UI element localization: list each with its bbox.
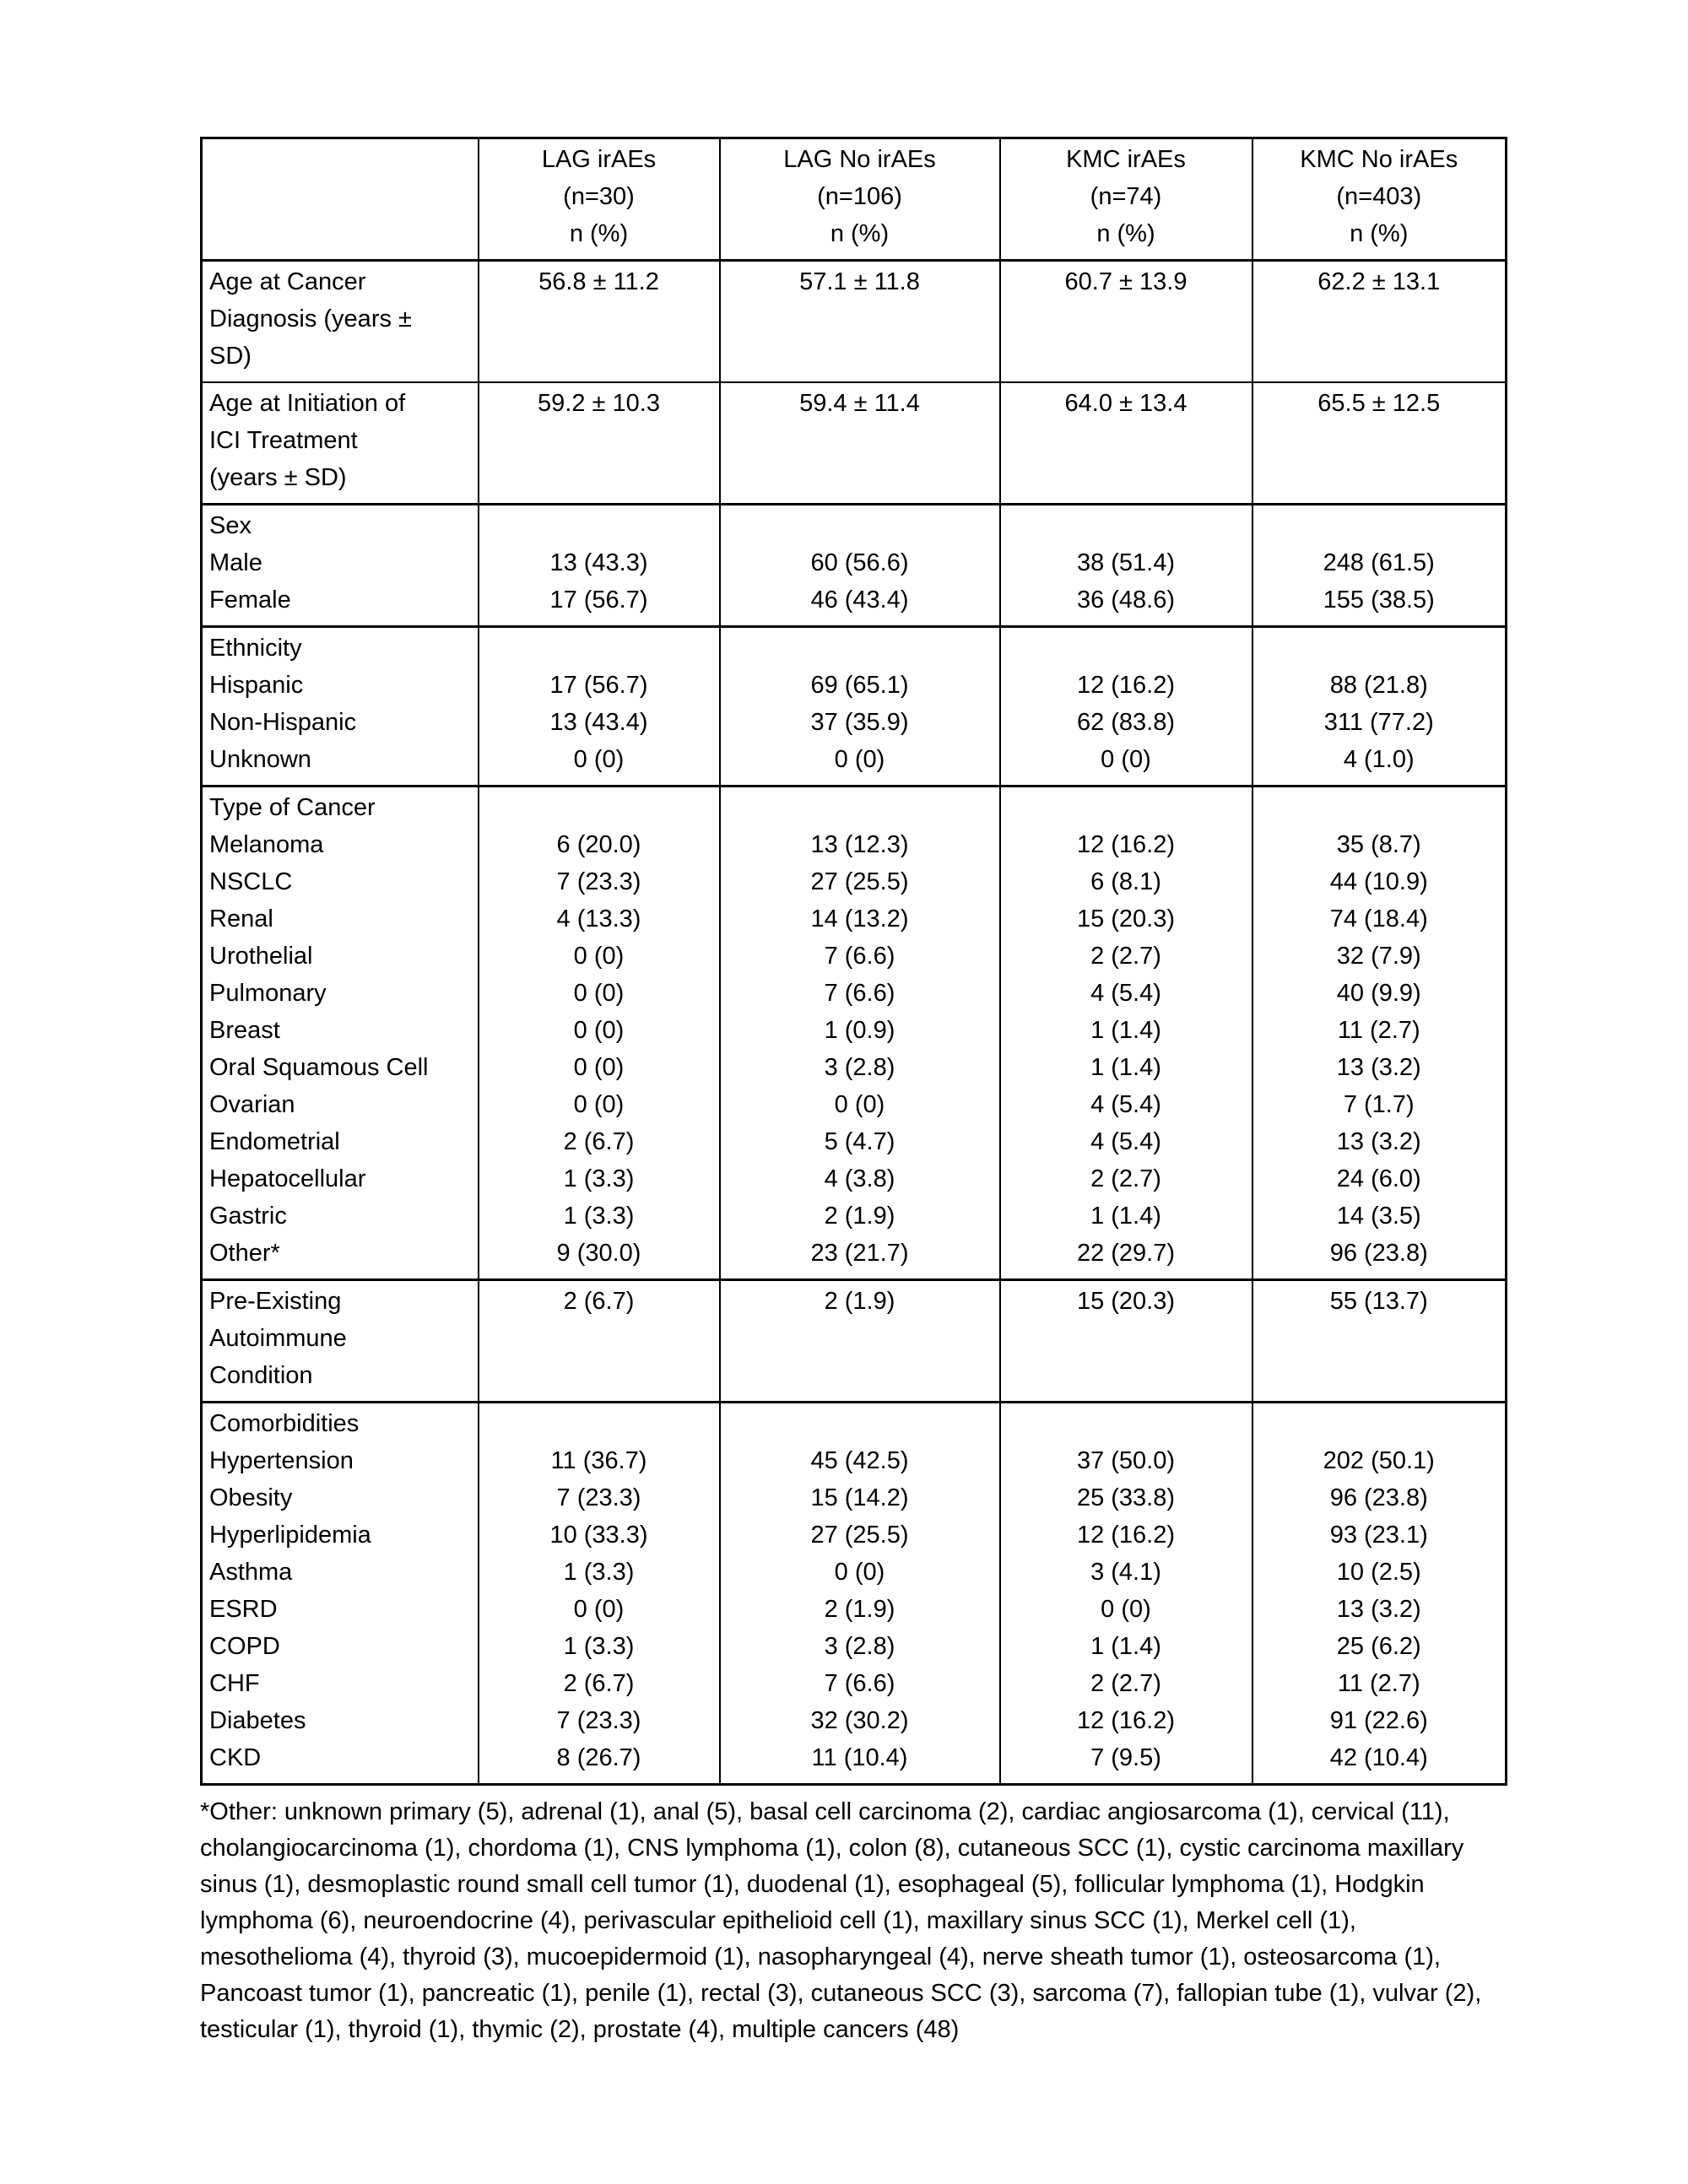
data-value: 7 (6.6) <box>824 980 895 1007</box>
row-label: Female <box>209 587 291 614</box>
row-label: CHF <box>209 1670 260 1697</box>
data-value <box>1260 1405 1499 1442</box>
data-value: 7 (6.6) <box>824 943 895 970</box>
data-value: 2 (2.7) <box>1090 943 1161 970</box>
corner-cell <box>202 138 479 261</box>
row-label: Age at Initiation of <box>209 390 406 417</box>
data-value: 96 (23.8) <box>1329 1484 1428 1511</box>
data-value: 4 (1.0) <box>1343 746 1415 773</box>
data-value: 64.0 ± 13.4 <box>1064 390 1188 417</box>
data-cell <box>479 505 720 627</box>
row-label-cell <box>202 382 479 505</box>
data-value: 0 (0) <box>1101 746 1151 773</box>
data-value: 60 (56.6) <box>810 549 909 576</box>
data-value: 1 (3.3) <box>563 1203 635 1230</box>
data-value <box>1008 422 1245 459</box>
row-label: Asthma <box>209 1559 293 1586</box>
data-value: 1 (1.4) <box>1090 1633 1161 1660</box>
data-value: 44 (10.9) <box>1329 868 1428 895</box>
data-value: 10 (33.3) <box>549 1522 648 1549</box>
data-value <box>728 422 993 459</box>
data-value: 7 (9.5) <box>1090 1744 1161 1771</box>
row-label-cell <box>202 505 479 627</box>
column-header-line: n (%) <box>830 220 890 247</box>
data-value: 93 (23.1) <box>1329 1522 1428 1549</box>
data-value: 4 (5.4) <box>1090 1091 1161 1118</box>
row-label: Male <box>209 549 262 576</box>
data-value: 59.4 ± 11.4 <box>799 390 920 417</box>
footnote-text: *Other: unknown primary (5), adrenal (1), anal (5), basal cell carcinoma (2), cardiac angiosarcoma (1), cervical (11), cholangiocarcinoma (1), chordoma (1), CNS lymphoma (1), colon (8), cutaneous SCC (1), cystic carcinoma maxillary sinus (1), desmoplastic round small cell tumor (1), duodenal (1), esophageal (5), follicular lymphoma (1), Hodgkin lymphoma (6), neuroendocrine (4), perivascular epithelioid cell (1), maxillary sinus SCC (1), Merkel cell (1), mesothelioma (4), thyroid (3), mucoepidermoid (1), nasopharyngeal (4), nerve sheath tumor (1), osteosarcoma (1), Pancoast tumor (1), pancreatic (1), penile (1), rectal (3), cutaneous SCC (3), sarcoma (7), fallopian tube (1), vulvar (2), testicular (1), thyroid (1), thymic (2), prostate (4), multiple cancers (48) <box>200 1798 1482 2043</box>
data-cell <box>720 382 1000 505</box>
data-value: 12 (16.2) <box>1076 672 1176 699</box>
data-value: 2 (6.7) <box>563 1670 635 1697</box>
data-value <box>486 1405 712 1442</box>
data-value: 3 (2.8) <box>824 1633 895 1660</box>
data-value: 13 (3.2) <box>1336 1596 1421 1623</box>
data-value <box>728 789 993 826</box>
row-label: COPD <box>209 1633 280 1660</box>
data-value: 27 (25.5) <box>810 1522 909 1549</box>
data-value <box>1008 459 1245 496</box>
data-value: 11 (2.7) <box>1337 1670 1420 1697</box>
data-value: 0 (0) <box>573 1054 625 1081</box>
data-value: 15 (20.3) <box>1076 905 1176 933</box>
data-value: 46 (43.4) <box>810 587 909 614</box>
data-value: 96 (23.8) <box>1329 1240 1428 1267</box>
data-value: 9 (30.0) <box>556 1240 641 1267</box>
data-value <box>728 630 993 667</box>
demographics-table <box>200 137 1507 1786</box>
row-label: CKD <box>209 1744 262 1771</box>
row-label: Condition <box>209 1362 313 1389</box>
data-value <box>1008 300 1245 338</box>
data-value <box>486 789 712 826</box>
data-value: 57.1 ± 11.8 <box>799 268 920 295</box>
data-cell <box>720 1280 1000 1403</box>
data-value: 36 (48.6) <box>1076 587 1176 614</box>
row-label: Ethnicity <box>209 635 302 662</box>
data-value: 38 (51.4) <box>1076 549 1176 576</box>
row-label: Age at Cancer <box>209 268 366 295</box>
data-value <box>1008 338 1245 375</box>
data-value: 0 (0) <box>573 1017 625 1044</box>
row-label: ESRD <box>209 1596 278 1623</box>
data-value: 7 (6.6) <box>824 1670 895 1697</box>
data-value: 7 (23.3) <box>556 868 641 895</box>
table-section-row-sex <box>202 505 1507 627</box>
row-label: Sex <box>209 512 252 539</box>
data-value <box>486 507 712 544</box>
data-value: 1 (1.4) <box>1090 1017 1161 1044</box>
row-label: NSCLC <box>209 868 293 895</box>
row-label: Urothelial <box>209 943 313 970</box>
column-header <box>720 138 1000 261</box>
table-section-row-age-at-ici-initiation <box>202 382 1507 505</box>
data-value <box>728 1357 993 1394</box>
data-value <box>1260 422 1499 459</box>
data-value: 11 (2.7) <box>1337 1017 1420 1044</box>
data-value: 0 (0) <box>573 943 625 970</box>
data-value: 2 (6.7) <box>563 1288 635 1315</box>
column-header-line: (n=74) <box>1090 183 1162 210</box>
data-value: 22 (29.7) <box>1076 1240 1176 1267</box>
data-value <box>728 338 993 375</box>
row-label: Autoimmune <box>209 1325 347 1352</box>
column-header <box>479 138 720 261</box>
data-value <box>486 338 712 375</box>
row-label: Non-Hispanic <box>209 709 357 736</box>
data-value <box>1008 789 1245 826</box>
data-value <box>486 630 712 667</box>
data-cell <box>1252 261 1507 383</box>
data-cell <box>720 1403 1000 1785</box>
data-value: 0 (0) <box>573 1596 625 1623</box>
data-value: 4 (5.4) <box>1090 1128 1161 1155</box>
data-value <box>1260 789 1499 826</box>
data-value: 69 (65.1) <box>810 672 909 699</box>
data-cell <box>1000 382 1252 505</box>
row-label: (years ± SD) <box>209 464 347 491</box>
demographics-table-body <box>202 138 1507 1785</box>
table-section-row-pre-existing-autoimmune-condition <box>202 1280 1507 1403</box>
data-cell <box>1000 1280 1252 1403</box>
data-value: 60.7 ± 13.9 <box>1064 268 1188 295</box>
data-value: 7 (23.3) <box>556 1707 641 1734</box>
row-label: Gastric <box>209 1203 287 1230</box>
column-header-line: n (%) <box>1350 220 1409 247</box>
data-value: 0 (0) <box>834 1091 885 1118</box>
data-value: 56.8 ± 11.2 <box>538 268 659 295</box>
data-value: 10 (2.5) <box>1336 1559 1421 1586</box>
row-label: Oral Squamous Cell <box>209 1054 429 1081</box>
row-label: Obesity <box>209 1484 293 1511</box>
column-header-line: KMC No irAEs <box>1300 146 1458 173</box>
row-label-cell <box>202 1280 479 1403</box>
data-value: 91 (22.6) <box>1329 1707 1428 1734</box>
data-cell <box>1252 627 1507 787</box>
data-value: 4 (13.3) <box>556 905 641 933</box>
data-value: 11 (10.4) <box>811 1744 908 1771</box>
data-value: 6 (20.0) <box>556 831 641 858</box>
data-cell <box>720 505 1000 627</box>
data-value: 3 (4.1) <box>1090 1559 1161 1586</box>
column-header-line: LAG No irAEs <box>783 146 936 173</box>
data-value: 0 (0) <box>834 1559 885 1586</box>
data-value: 0 (0) <box>573 746 625 773</box>
row-label: Comorbidities <box>209 1410 360 1437</box>
data-cell <box>479 787 720 1280</box>
data-cell <box>1000 261 1252 383</box>
column-header <box>1000 138 1252 261</box>
data-value: 1 (3.3) <box>563 1633 635 1660</box>
row-label-cell <box>202 1403 479 1785</box>
row-label: Hyperlipidemia <box>209 1522 371 1549</box>
data-value: 55 (13.7) <box>1329 1288 1428 1315</box>
data-value <box>1008 507 1245 544</box>
data-value: 6 (8.1) <box>1090 868 1161 895</box>
data-value <box>1260 507 1499 544</box>
data-value: 62 (83.8) <box>1076 709 1176 736</box>
data-value: 32 (30.2) <box>810 1707 909 1734</box>
data-value: 17 (56.7) <box>549 672 648 699</box>
data-value: 88 (21.8) <box>1329 672 1428 699</box>
data-value: 40 (9.9) <box>1336 980 1421 1007</box>
data-value <box>1260 1320 1499 1357</box>
data-value <box>1008 1405 1245 1442</box>
data-value <box>1260 338 1499 375</box>
data-value: 37 (35.9) <box>810 709 909 736</box>
row-label: Hepatocellular <box>209 1165 366 1192</box>
row-label: Breast <box>209 1017 280 1044</box>
data-value: 14 (3.5) <box>1336 1203 1421 1230</box>
row-label: Endometrial <box>209 1128 340 1155</box>
data-value: 2 (2.7) <box>1090 1670 1161 1697</box>
data-value: 248 (61.5) <box>1323 549 1435 576</box>
data-value: 13 (3.2) <box>1336 1054 1421 1081</box>
data-cell <box>1252 787 1507 1280</box>
data-value <box>1008 1320 1245 1357</box>
column-header-line: n (%) <box>1096 220 1155 247</box>
table-section-row-type-of-cancer <box>202 787 1507 1280</box>
data-value <box>1260 1357 1499 1394</box>
data-value: 15 (20.3) <box>1076 1288 1176 1315</box>
data-cell <box>1000 1403 1252 1785</box>
row-label-cell <box>202 787 479 1280</box>
data-value <box>486 459 712 496</box>
data-value: 0 (0) <box>834 746 885 773</box>
data-value: 11 (36.7) <box>550 1447 647 1474</box>
column-header-line: KMC irAEs <box>1066 146 1186 173</box>
data-cell <box>720 261 1000 383</box>
data-value: 14 (13.2) <box>810 905 909 933</box>
data-cell <box>1000 787 1252 1280</box>
data-value <box>1008 1357 1245 1394</box>
data-value <box>486 422 712 459</box>
row-label: ICI Treatment <box>209 427 358 454</box>
row-label: SD) <box>209 343 252 370</box>
data-cell <box>1252 1403 1507 1785</box>
data-value: 17 (56.7) <box>549 587 648 614</box>
row-label-cell <box>202 261 479 383</box>
data-value <box>728 1320 993 1357</box>
data-value <box>728 300 993 338</box>
data-value: 32 (7.9) <box>1336 943 1421 970</box>
data-value: 37 (50.0) <box>1076 1447 1176 1474</box>
table-header-row <box>202 138 1507 261</box>
data-value <box>486 300 712 338</box>
data-value <box>486 1357 712 1394</box>
row-label: Pulmonary <box>209 980 327 1007</box>
data-value: 1 (3.3) <box>563 1165 635 1192</box>
data-value: 2 (1.9) <box>824 1596 895 1623</box>
data-value: 13 (3.2) <box>1336 1128 1421 1155</box>
row-label: Diagnosis (years ± <box>209 305 412 332</box>
column-header <box>1252 138 1507 261</box>
data-value: 42 (10.4) <box>1329 1744 1428 1771</box>
data-value: 2 (2.7) <box>1090 1165 1161 1192</box>
row-label: Pre-Existing <box>209 1288 342 1315</box>
data-value: 5 (4.7) <box>824 1128 895 1155</box>
data-value: 4 (5.4) <box>1090 980 1161 1007</box>
data-value: 1 (3.3) <box>563 1559 635 1586</box>
data-value <box>728 459 993 496</box>
data-value: 13 (43.3) <box>549 549 648 576</box>
data-value: 12 (16.2) <box>1076 1522 1176 1549</box>
row-label: Melanoma <box>209 831 324 858</box>
data-cell <box>479 1280 720 1403</box>
data-cell <box>1252 382 1507 505</box>
data-value: 65.5 ± 12.5 <box>1317 390 1441 417</box>
row-label: Ovarian <box>209 1091 295 1118</box>
data-value <box>486 1320 712 1357</box>
data-value <box>728 507 993 544</box>
column-header-line: (n=106) <box>817 183 902 210</box>
data-value: 2 (6.7) <box>563 1128 635 1155</box>
data-value: 13 (43.4) <box>549 709 648 736</box>
data-value: 8 (26.7) <box>556 1744 641 1771</box>
data-value <box>1260 459 1499 496</box>
data-value: 1 (0.9) <box>824 1017 895 1044</box>
data-value: 202 (50.1) <box>1323 1447 1435 1474</box>
data-value: 12 (16.2) <box>1076 1707 1176 1734</box>
data-value: 2 (1.9) <box>824 1203 895 1230</box>
row-label: Type of Cancer <box>209 794 376 821</box>
row-label: Other* <box>209 1240 280 1267</box>
data-value <box>1260 300 1499 338</box>
data-value: 25 (33.8) <box>1076 1484 1176 1511</box>
column-header-line: LAG irAEs <box>541 146 657 173</box>
data-value: 62.2 ± 13.1 <box>1317 268 1441 295</box>
data-value: 2 (1.9) <box>824 1288 895 1315</box>
column-header-line: (n=30) <box>563 183 635 210</box>
data-value <box>1260 630 1499 667</box>
data-value: 59.2 ± 10.3 <box>538 390 660 417</box>
column-header-line: (n=403) <box>1336 183 1422 210</box>
data-value: 0 (0) <box>573 1091 625 1118</box>
data-cell <box>1252 505 1507 627</box>
row-label-cell <box>202 627 479 787</box>
data-value: 15 (14.2) <box>810 1484 909 1511</box>
data-value: 3 (2.8) <box>824 1054 895 1081</box>
data-value: 155 (38.5) <box>1323 587 1435 614</box>
data-value: 12 (16.2) <box>1076 831 1176 858</box>
data-value: 0 (0) <box>1101 1596 1151 1623</box>
row-label: Hypertension <box>209 1447 354 1474</box>
column-header-line: n (%) <box>569 220 629 247</box>
data-cell <box>720 787 1000 1280</box>
row-label: Diabetes <box>209 1707 306 1734</box>
data-value: 27 (25.5) <box>810 868 909 895</box>
data-value <box>728 1405 993 1442</box>
data-value: 4 (3.8) <box>824 1165 895 1192</box>
data-value: 13 (12.3) <box>810 831 909 858</box>
table-section-row-ethnicity <box>202 627 1507 787</box>
data-value: 25 (6.2) <box>1336 1633 1421 1660</box>
data-value: 74 (18.4) <box>1329 905 1428 933</box>
data-cell <box>479 1403 720 1785</box>
row-label: Unknown <box>209 746 311 773</box>
data-value: 35 (8.7) <box>1336 831 1421 858</box>
data-value: 7 (23.3) <box>556 1484 641 1511</box>
data-cell <box>720 627 1000 787</box>
data-value: 23 (21.7) <box>810 1240 909 1267</box>
data-cell <box>479 627 720 787</box>
data-value: 1 (1.4) <box>1090 1054 1161 1081</box>
table-section-row-comorbidities <box>202 1403 1507 1785</box>
data-cell <box>1000 627 1252 787</box>
data-cell <box>479 261 720 383</box>
table-section-row-age-at-cancer-diagnosis <box>202 261 1507 383</box>
data-value: 1 (1.4) <box>1090 1203 1161 1230</box>
data-value <box>1008 630 1245 667</box>
row-label: Renal <box>209 905 273 933</box>
data-cell <box>1000 505 1252 627</box>
row-label: Hispanic <box>209 672 304 699</box>
data-value: 7 (1.7) <box>1343 1091 1415 1118</box>
data-value: 311 (77.2) <box>1323 709 1434 736</box>
data-cell <box>1252 1280 1507 1403</box>
data-cell <box>479 382 720 505</box>
data-value: 0 (0) <box>573 980 625 1007</box>
data-value: 45 (42.5) <box>810 1447 909 1474</box>
data-value: 24 (6.0) <box>1336 1165 1421 1192</box>
